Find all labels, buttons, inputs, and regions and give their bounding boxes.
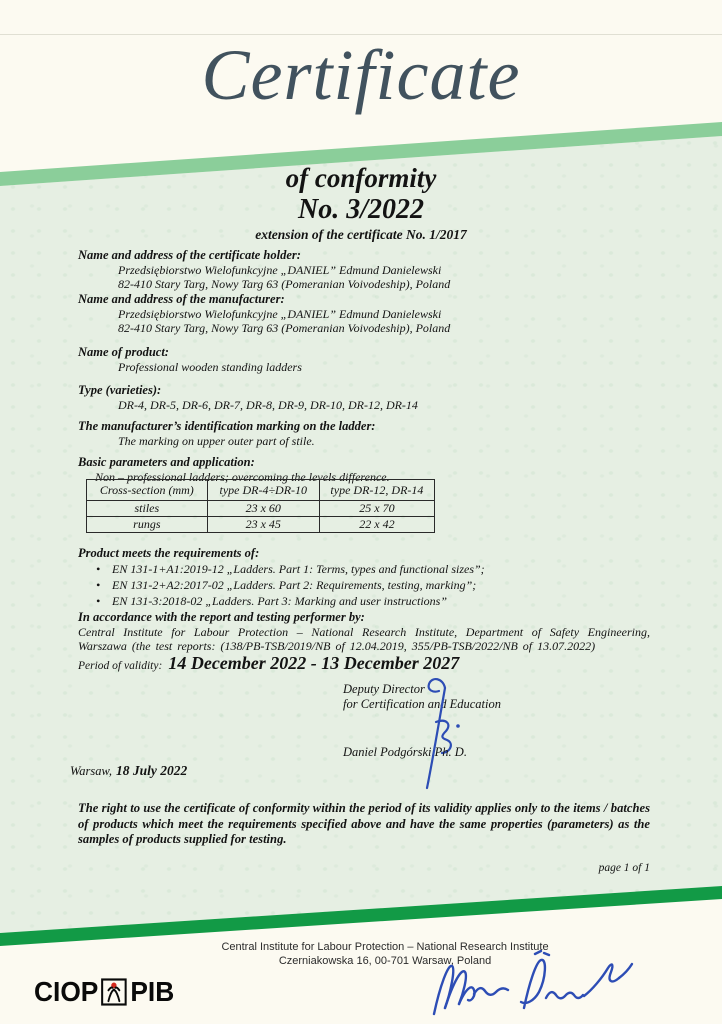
signature-ink-dot — [456, 724, 460, 728]
validity-section — [78, 653, 650, 674]
holder-address: 82-410 Stary Targ, Nowy Targ 63 (Pomeranian Voivodeship), Poland — [118, 277, 451, 291]
disclaimer-text: The right to use the certificate of conformity within the period of its validity applies only to the items / batches of products which meet the requirements specified above and have the same properties (parameters) as the samples of products supplied for testing. — [78, 801, 650, 846]
manufacturer-label: Name and address of the manufacturer: — [78, 292, 285, 306]
type-section — [78, 383, 650, 412]
signatory-name: Daniel Podgórski Ph. D. — [343, 745, 467, 759]
type-label: Type (varieties): — [78, 383, 162, 397]
table-row-rungs — [87, 517, 435, 533]
holder-label: Name and address of the certificate holder: — [78, 248, 301, 262]
product-label: Name of product: — [78, 345, 169, 359]
logo-text-ciop: CIOP — [34, 976, 99, 1007]
report-text: Central Institute for Labour Protection – National Research Institute, Department of Safety Engineering, Warszawa (the test reports: (138/PB-TSB/2019/NB of 12.04.2019, 355/PB-TSB/2022/NB of 13.07.2022) — [78, 624, 650, 653]
issue-place-date — [70, 763, 187, 779]
report-label: In accordance with the report and testing performer by: — [78, 610, 365, 624]
marking-label: The manufacturer’s identification marking on the ladder: — [78, 419, 376, 433]
certificate-title: Certificate — [201, 35, 521, 115]
holder-name: Przedsiębiorstwo Wielofunkcyjne „DANIEL” Edmund Danielewski — [118, 262, 442, 277]
requirements-label: Product meets the requirements of: — [78, 546, 260, 560]
ciop-pib-logo — [34, 976, 174, 1008]
report-section — [78, 610, 650, 654]
product-value: Professional wooden standing ladders — [118, 359, 302, 374]
table-header-row — [87, 480, 435, 501]
marking-section — [78, 419, 650, 448]
signatory-title-line2: for Certification and Education — [343, 696, 501, 711]
signatory-title-line1: Deputy Director — [343, 682, 425, 696]
extension-note: extension of the certificate No. 1/2017 — [255, 227, 467, 242]
marking-value: The marking on upper outer part of stile. — [118, 433, 315, 448]
cell-stiles-dr12: 25 x 70 — [319, 501, 434, 517]
requirement-item: • EN 131-3:2018-02 „Ladders. Part 3: Marking and user instructions” — [78, 593, 650, 609]
certificate-number: No. 3/2022 — [298, 194, 424, 225]
footer-institute-address: Czerniakowska 16, 00-701 Warsaw, Poland — [278, 954, 492, 967]
cell-rungs-dr12: 22 x 42 — [319, 517, 434, 533]
table-row-stiles — [87, 501, 435, 517]
cell-stiles: stiles — [87, 501, 208, 517]
ciop-person-icon — [100, 977, 128, 1007]
cell-stiles-dr4: 23 x 60 — [207, 501, 319, 517]
cell-rungs: rungs — [87, 517, 208, 533]
requirements-list — [78, 561, 650, 609]
type-value: DR-4, DR-5, DR-6, DR-7, DR-8, DR-9, DR-10, DR-12, DR-14 — [118, 397, 418, 412]
cell-rungs-dr4: 23 x 45 — [207, 517, 319, 533]
basic-parameters-label: Basic parameters and application: — [78, 455, 255, 469]
holder-section — [78, 248, 650, 292]
footer-institute-name: Central Institute for Labour Protection – National Research Institute — [221, 941, 549, 953]
validity-value: 14 December 2022 - 13 December 2027 — [168, 653, 460, 673]
requirements-section — [78, 546, 650, 609]
footer-handwritten-signature — [426, 948, 640, 1022]
director-signature — [416, 676, 464, 790]
issue-date: 18 July 2022 — [116, 763, 188, 778]
header-cross-section: Cross-section (mm) — [87, 480, 208, 501]
issue-place: Warsaw, — [70, 764, 113, 778]
certificate-subtitle: of conformity — [285, 163, 437, 193]
validity-label: Period of validity: — [78, 660, 163, 672]
logo-text-pib: PIB — [130, 976, 175, 1007]
requirement-item: • EN 131-1+A1:2019-12 „Ladders. Part 1: Terms, types and functional sizes”; — [78, 561, 650, 577]
parameters-table — [86, 479, 435, 533]
page-indicator: page 1 of 1 — [598, 862, 650, 874]
header-type-dr12-dr14: type DR-12, DR-14 — [319, 480, 434, 501]
requirement-item: • EN 131-2+A2:2017-02 „Ladders. Part 2: Requirements, testing, marking”; — [78, 577, 650, 593]
manufacturer-name: Przedsiębiorstwo Wielofunkcyjne „DANIEL” Edmund Danielewski — [118, 306, 442, 321]
header-type-dr4-dr10: type DR-4÷DR-10 — [207, 480, 319, 501]
manufacturer-section — [78, 292, 650, 336]
product-section — [78, 345, 650, 374]
basic-parameters-value: Non – professional ladders; overcoming the levels difference. — [95, 469, 390, 484]
manufacturer-address: 82-410 Stary Targ, Nowy Targ 63 (Pomeranian Voivodeship), Poland — [118, 321, 451, 335]
